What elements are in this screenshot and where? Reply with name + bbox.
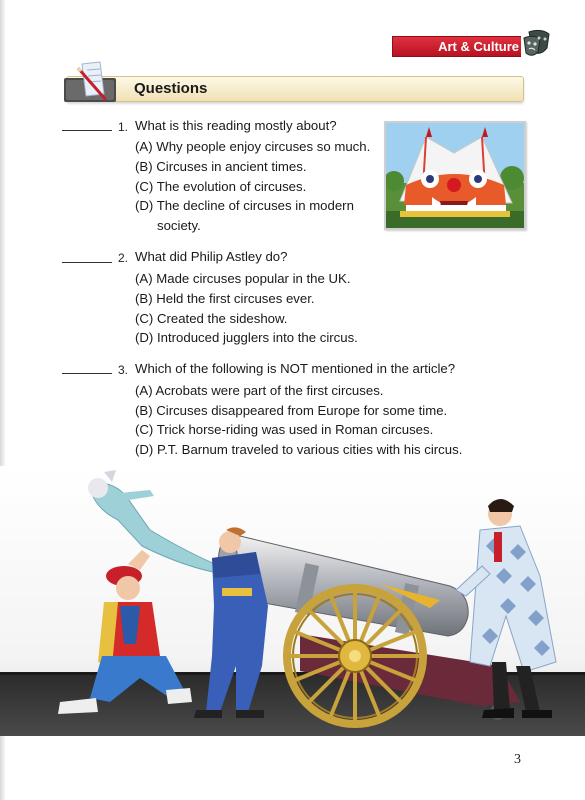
question-number: 1. [118,120,129,134]
answer-option-continued: society. [157,218,201,233]
answer-blank-1[interactable] [62,130,112,131]
circus-tent-clown-face-photo [384,121,526,230]
question-text: What did Philip Astley do? [135,249,288,264]
answer-option: (B) Circuses disappeared from Europe for some time. [135,403,448,418]
questions-title: Questions [134,80,208,97]
question-text: What is this reading mostly about? [135,118,337,133]
answer-blank-3[interactable] [62,373,112,374]
answer-option: (C) Created the sideshow. [135,311,288,326]
answer-blank-2[interactable] [62,262,112,263]
answer-option: (C) The evolution of circuses. [135,179,307,194]
answer-option: (B) Circuses in ancient times. [135,159,307,174]
question-number: 2. [118,251,129,265]
pencil-notebook-icon [60,60,126,106]
circus-performers-cannon-photo [0,466,585,736]
answer-option: (A) Acrobats were part of the first circuses. [135,383,384,398]
answer-option: (D) P.T. Barnum traveled to various cities with his circus. [135,442,463,457]
comedy-tragedy-masks-icon [521,26,555,60]
page-number: 3 [514,752,521,767]
answer-option: (C) Trick horse-riding was used in Roman circuses. [135,422,434,437]
answer-option: (A) Made circuses popular in the UK. [135,271,351,286]
answer-option: (D) The decline of circuses in modern [135,198,354,213]
section-tab [392,36,525,57]
question-number: 3. [118,363,129,377]
question-text: Which of the following is NOT mentioned in the article? [135,361,456,376]
answer-option: (B) Held the first circuses ever. [135,291,315,306]
section-label: Art & Culture [438,39,519,54]
answer-option: (A) Why people enjoy circuses so much. [135,139,371,154]
answer-option: (D) Introduced jugglers into the circus. [135,330,358,345]
